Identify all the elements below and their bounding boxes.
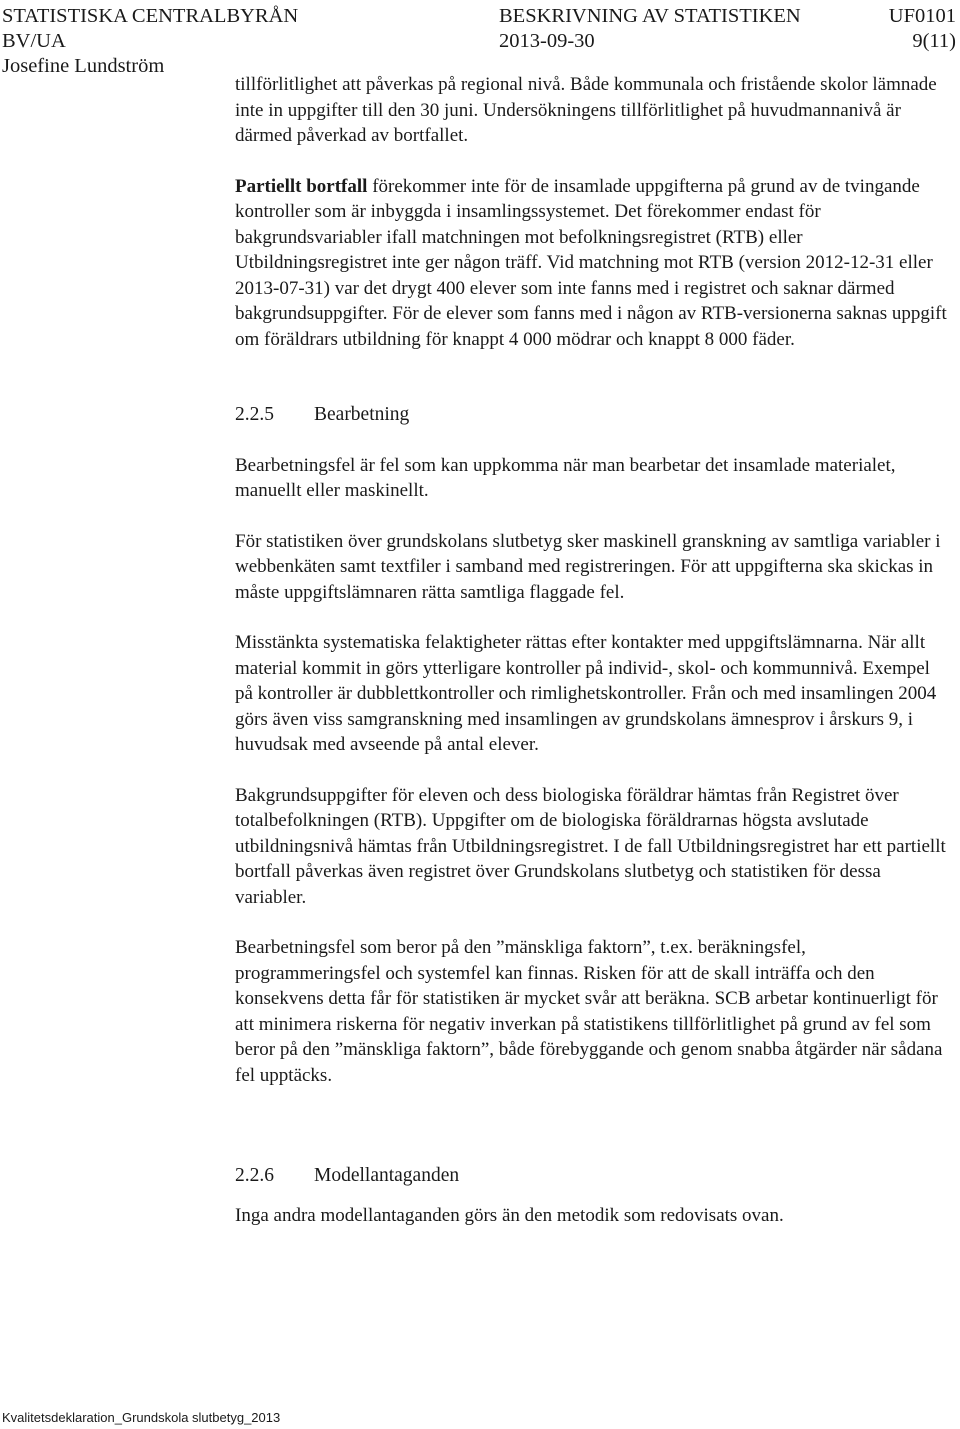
header-doc-type: BESKRIVNING AV STATISTIKEN	[499, 5, 801, 27]
paragraph-intro: tillförlitlighet att påverkas på regional nivå. Både kommunala och fristående skolor lämnade inte in uppgifter till den 30 juni. Undersökningens tillförlitlighet på huvudmannanivå är därmed påverkad av bortfallet.	[235, 74, 937, 146]
header-author: Josefine Lundström	[2, 55, 165, 77]
page-footer: Kvalitetsdeklaration_Grundskola slutbetyg_2013	[2, 1410, 281, 1425]
header-date: 2013-09-30	[499, 30, 595, 52]
paragraph-bearbetning-5: Bearbetningsfel som beror på den ”mänskliga faktorn”, t.ex. beräkningsfel, programmeringsfel och systemfel kan finnas. Risken för att de skall inträffa och den konsekvens detta får för statistiken är mycket svår att beräkna. SCB arbetar kontinuerligt för att minimera riskerna för negativ inverkan på statistikens tillförlitlighet på grund av fel som beror på den ”mänskliga faktorn”, både förebyggande och genom snabba åtgärder när sådana fel upptäcks.	[235, 937, 943, 1086]
section-title: Modellantaganden	[314, 1165, 460, 1186]
header-doc-code: UF0101	[888, 5, 956, 27]
section-number: 2.2.5	[235, 404, 274, 425]
header-page-number: 9(11)	[912, 30, 956, 52]
header-unit: BV/UA	[2, 30, 66, 52]
paragraph-partial-dropout	[235, 174, 950, 353]
section-number: 2.2.6	[235, 1165, 274, 1186]
paragraph-modellantaganden: Inga andra modellantaganden görs än den metodik som redovisats ovan.	[235, 1204, 784, 1226]
term-partial-dropout: Partiellt bortfall	[235, 175, 368, 197]
paragraph-bearbetning-1: Bearbetningsfel är fel som kan uppkomma när man bearbetar det insamlade materialet, manuellt eller maskinellt.	[235, 454, 896, 501]
section-heading-225	[235, 402, 950, 428]
section-heading-226	[235, 1163, 950, 1189]
paragraph-partial-dropout-text: förekommer inte för de insamlade uppgifterna på grund av de tvingande kontroller som är inbyggda i insamlingssystemet. Det förekommer endast för bakgrundsvariabler ifall matchningen mot befolkningsregistret (RTB) eller Utbildningsregistret inte ger någon träff. Vid matchning mot RTB (version 2012-12-31 eller 2013-07-31) var det drygt 400 elever som inte fanns med i registret och saknar därmed bakgrundsuppgifter. För de elever som fanns med i någon av RTB-versionerna saknas uppgift om föräldrars utbildning för knappt 4 000 mödrar och knappt 8 000 fäder.	[235, 175, 947, 350]
paragraph-bearbetning-2: För statistiken över grundskolans slutbetyg sker maskinell granskning av samtliga variabler i webbenkäten samt textfiler i samband med registreringen. För att uppgifterna ska skickas in måste uppgiftslämnaren rätta samtliga flaggade fel.	[235, 530, 941, 603]
page-body	[235, 72, 950, 1253]
section-title: Bearbetning	[314, 404, 410, 425]
paragraph-bearbetning-3: Misstänkta systematiska felaktigheter rättas efter kontakter med uppgiftslämnarna. När allt material kommit in görs ytterligare kontroller på individ-, skol- och kommunnivå. Exempel på kontroller är dubblettkontroller och rimlighetskontroller. Från och med insamlingen 2004 görs även viss samgranskning med insamlingen av grundskolans ämnesprov i årskurs 9, i huvudsak med avseende på antal elever.	[235, 632, 937, 755]
paragraph-bearbetning-4: Bakgrundsuppgifter för eleven och dess biologiska föräldrar hämtas från Registret över totalbefolkningen (RTB). Uppgifter om de biologiska föräldrarnas högsta avslutade utbildningsnivå hämtas från Utbildningsregistret. I de fall Utbildningsregistret har ett partiellt bortfall påverkas även registret över Grundskolans slutbetyg och statistiken för dessa variabler.	[235, 784, 946, 908]
header-org: STATISTISKA CENTRALBYRÅN	[2, 5, 299, 27]
page-header	[0, 0, 960, 80]
